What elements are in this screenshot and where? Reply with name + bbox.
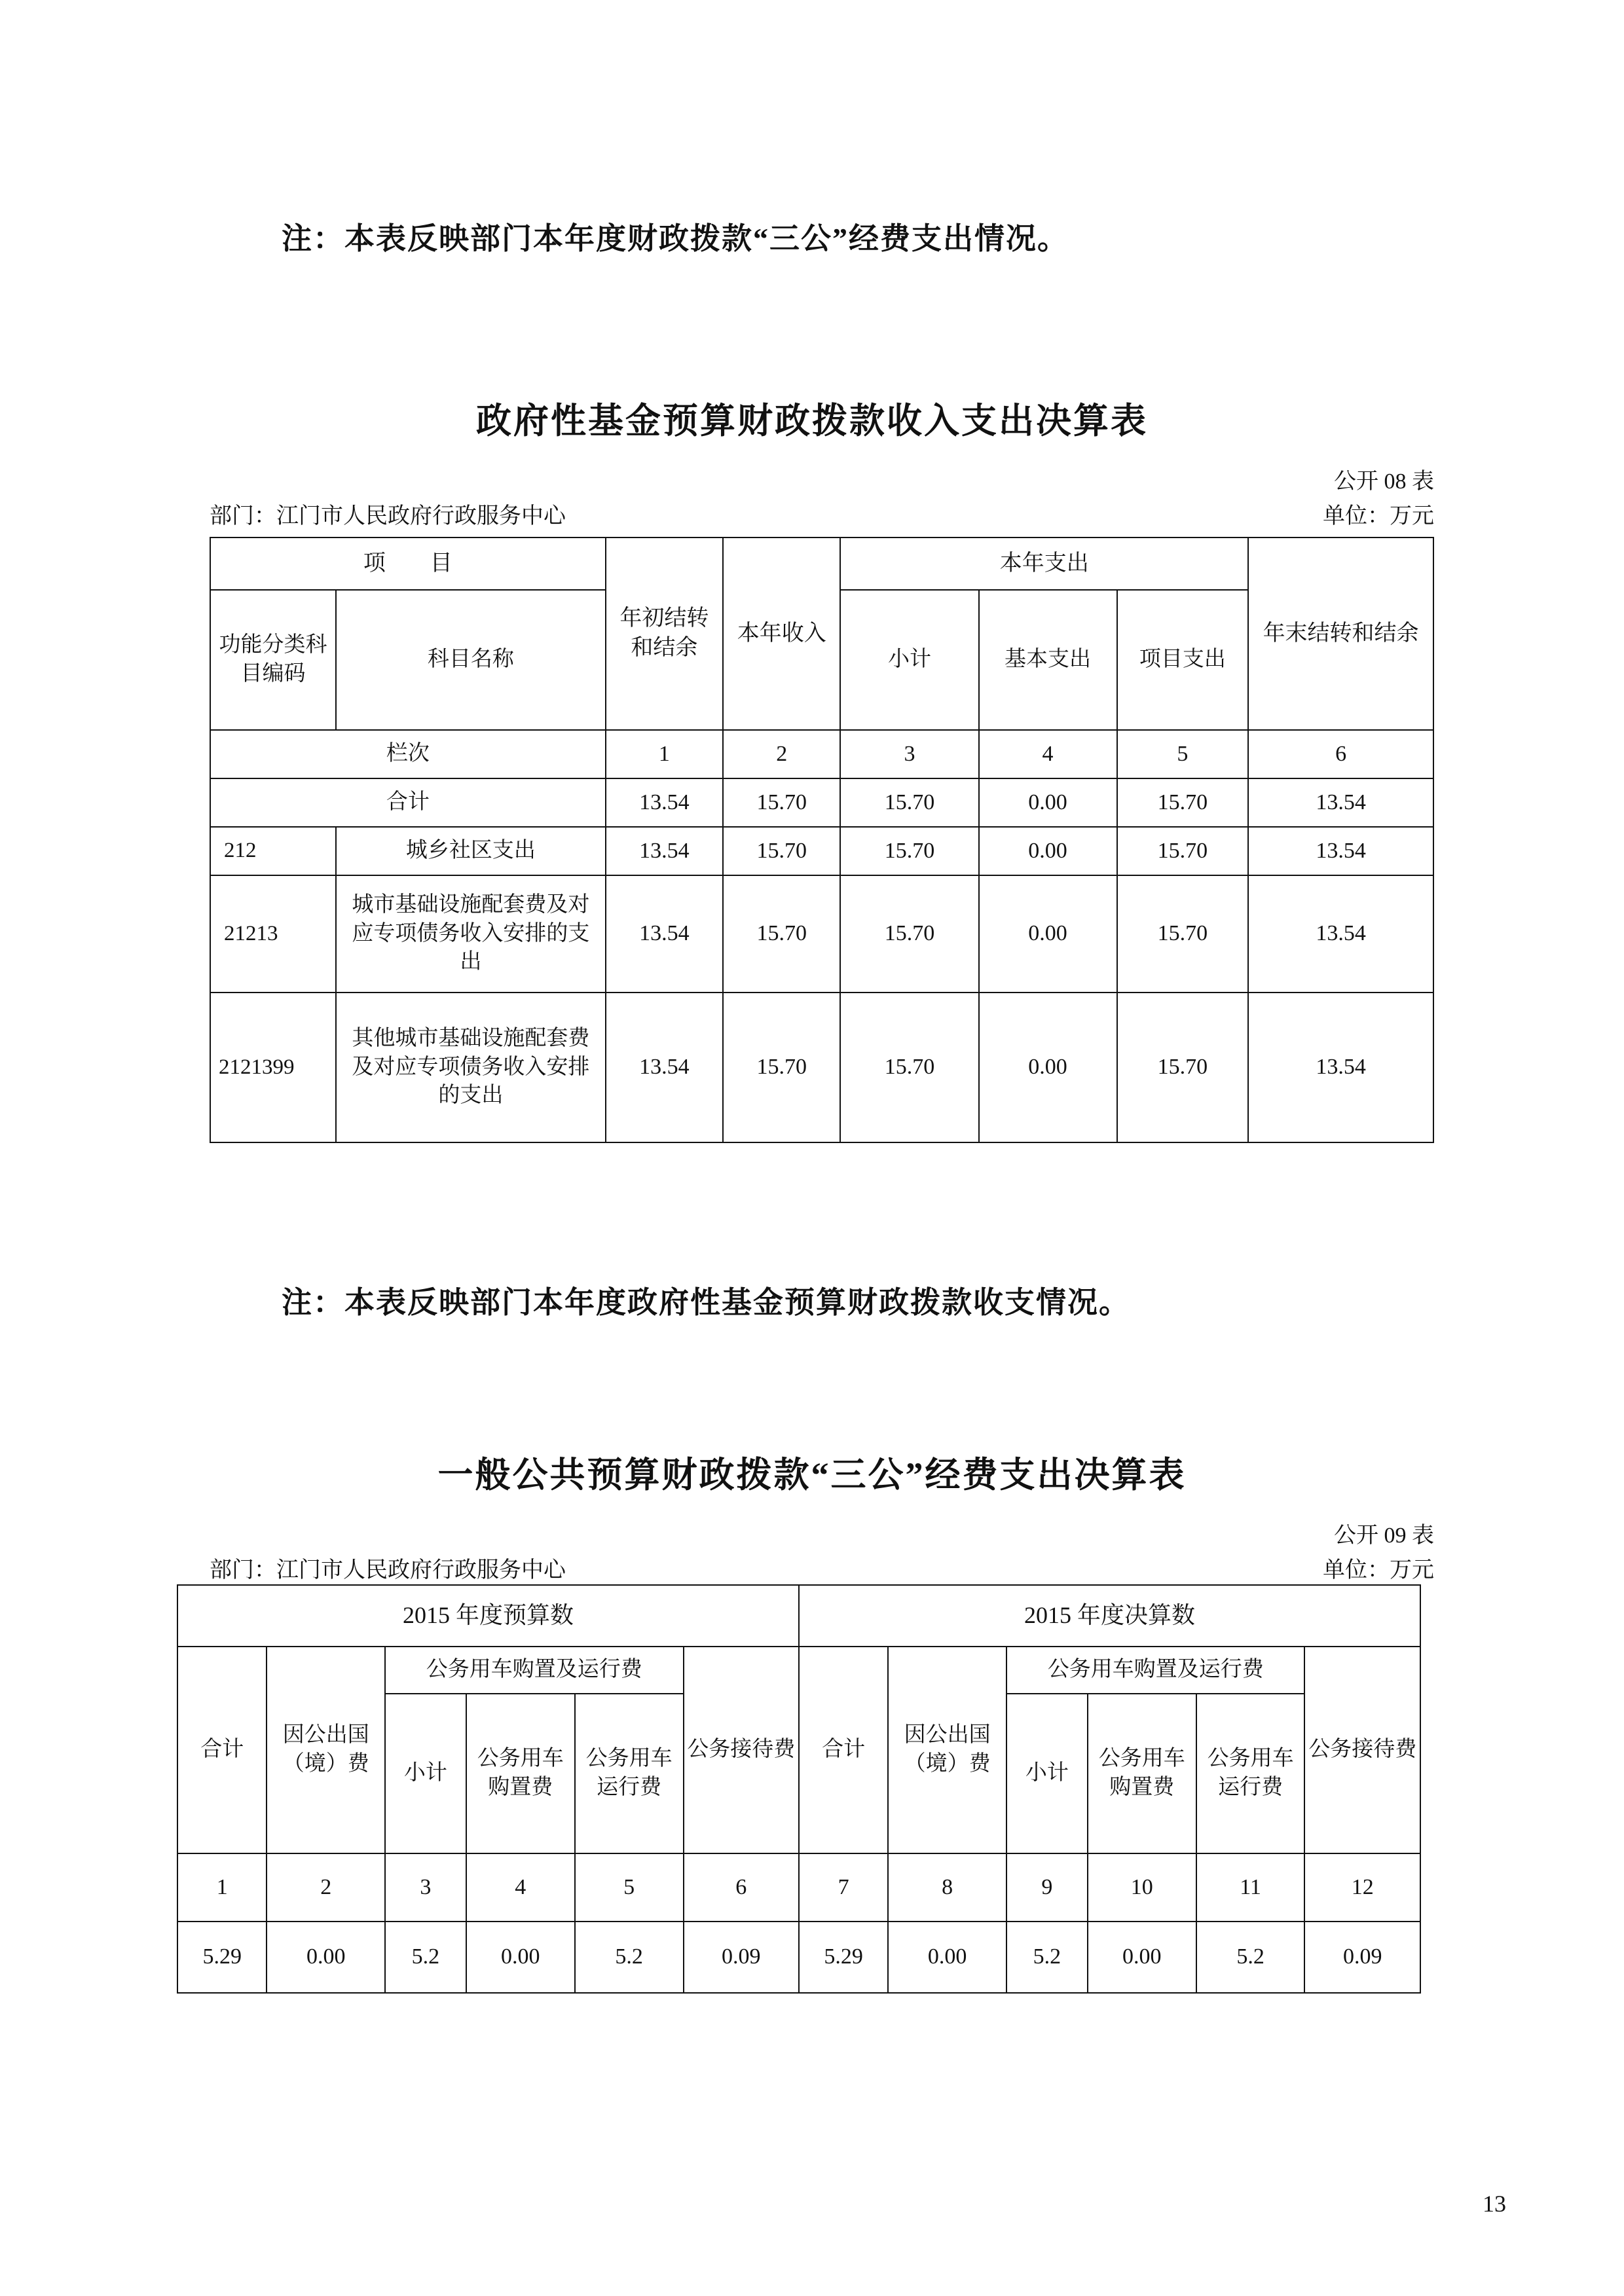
header-reception-final-label: 公务接待费 [1308,1738,1417,1762]
cell-value: 0.00 [1088,1922,1196,1993]
col-number: 10 [1088,1853,1196,1922]
col-number: 2 [723,730,840,778]
header-group-budget: 2015 年度预算数 [177,1585,799,1647]
cell-value: 5.29 [177,1922,267,1993]
cell-value: 0.00 [267,1922,385,1993]
table-row [210,875,1433,993]
note-three-public-top: 注：本表反映部门本年度财政拨款“三公”经费支出情况。 [282,222,1069,255]
three-public-table-title: 一般公共预算财政拨款“三公”经费支出决算表 [437,1455,1187,1495]
table-row [210,778,1433,827]
fund-department: 部门：江门市人民政府行政服务中心 [210,503,566,528]
header-subtotal: 小计 [840,590,978,730]
cell-value: 5.2 [1006,1922,1088,1993]
table-row [177,1853,1420,1922]
fund-table-meta [210,465,1434,534]
header-vehicle-purchase-final [1088,1694,1196,1853]
cell-value: 15.70 [723,875,840,993]
table-row [177,1585,1420,1647]
cell-value: 15.70 [723,993,840,1142]
header-begin-balance-label: 年初结转和结余 [619,606,709,660]
cell-value: 13.54 [1248,778,1433,827]
cell-value: 0.00 [979,827,1117,875]
table-row [177,1647,1420,1694]
cell-value: 15.70 [1117,993,1249,1142]
cell-code: 2121399 [210,993,336,1142]
col-number: 2 [267,1853,385,1922]
header-vehicle-operation-budget-label: 公务用车运行费 [585,1747,673,1799]
header-basic-expense [979,590,1117,730]
col-number: 5 [1117,730,1249,778]
col-number: 3 [840,730,978,778]
col-number: 1 [606,730,723,778]
cell-value: 15.70 [1117,875,1249,993]
note-fund-table: 注：本表反映部门本年度政府性基金预算财政拨款收支情况。 [282,1286,1130,1319]
col-number: 9 [1006,1853,1088,1922]
header-vehicle-operation-final [1196,1694,1305,1853]
header-code [210,590,336,730]
cell-value: 13.54 [606,875,723,993]
header-vehicle-group-final: 公务用车购置及运行费 [1006,1647,1305,1694]
header-reception-budget-label: 公务接待费 [687,1738,796,1762]
cell-value: 5.2 [385,1922,466,1993]
table-row [210,827,1433,875]
row-name-total: 合计 [210,778,606,827]
table-three-public [177,1584,1421,1994]
cell-code: 212 [210,827,336,875]
cell-value: 13.54 [1248,875,1433,993]
header-group-final: 2015 年度决算数 [799,1585,1420,1647]
header-abroad-final [888,1647,1006,1853]
cell-value: 15.70 [723,778,840,827]
header-vehicle-operation-budget [575,1694,684,1853]
header-vehicle-group-budget: 公务用车购置及运行费 [385,1647,684,1694]
fund-form-code: 公开 08 表 [1334,469,1434,494]
cell-value: 0.00 [888,1922,1006,1993]
three-public-unit: 单位：万元 [1323,1558,1434,1582]
cell-value: 0.00 [466,1922,575,1993]
col-number: 12 [1304,1853,1420,1922]
header-begin-balance [606,538,723,730]
header-vehicle-purchase-budget [466,1694,575,1853]
cell-value: 0.00 [979,993,1117,1142]
cell-code: 21213 [210,875,336,993]
header-subtotal-final: 小计 [1006,1694,1088,1853]
cell-value: 5.29 [799,1922,888,1993]
header-total-budget: 合计 [177,1647,267,1853]
header-year-income [723,538,840,730]
cell-value: 5.2 [1196,1922,1305,1993]
header-vehicle-purchase-budget-label: 公务用车购置费 [477,1747,564,1799]
header-code-label: 功能分类科目编码 [219,633,327,685]
three-public-form-code: 公开 09 表 [1334,1523,1434,1548]
cell-value: 15.70 [840,875,978,993]
cell-value: 13.54 [1248,993,1433,1142]
cell-value: 0.09 [1304,1922,1420,1993]
header-year-expense: 本年支出 [840,538,1248,590]
cell-value: 0.09 [684,1922,799,1993]
cell-value: 13.54 [606,993,723,1142]
col-number: 5 [575,1853,684,1922]
fund-table-title: 政府性基金预算财政拨款收入支出决算表 [476,401,1148,441]
header-subtotal-budget: 小计 [385,1694,466,1853]
cell-value: 15.70 [723,827,840,875]
cell-value: 15.70 [840,778,978,827]
col-number: 1 [177,1853,267,1922]
header-basic-expense-label: 基本支出 [1005,647,1092,672]
cell-value: 15.70 [1117,827,1249,875]
cell-subject-name: 城市基础设施配套费及对应专项债务收入安排的支出 [336,875,606,993]
cell-value: 15.70 [1117,778,1249,827]
table-fund-budget [210,537,1434,1143]
header-vehicle-purchase-final-label: 公务用车购置费 [1098,1747,1185,1799]
header-total-final: 合计 [799,1647,888,1853]
three-public-table-wrapper [177,1584,1421,1994]
table-row [210,730,1433,778]
cell-subject-name: 城乡社区支出 [336,827,606,875]
col-number: 7 [799,1853,888,1922]
header-year-income-label: 本年收入 [737,621,826,646]
header-abroad-budget [267,1647,385,1853]
col-number: 3 [385,1853,466,1922]
cell-value: 0.00 [979,875,1117,993]
cell-subject-name: 其他城市基础设施配套费及对应专项债务收入安排的支出 [336,993,606,1142]
col-number: 8 [888,1853,1006,1922]
header-reception-final [1304,1647,1420,1853]
header-end-balance-label: 年末结转和结余 [1263,621,1419,646]
table-row [210,993,1433,1142]
cell-value: 15.70 [840,827,978,875]
row-label-column: 栏次 [210,730,606,778]
col-number: 4 [979,730,1117,778]
header-end-balance [1248,538,1433,730]
col-number: 6 [1248,730,1433,778]
col-number: 11 [1196,1853,1305,1922]
header-project-group: 项 目 [210,538,606,590]
header-project-expense-label: 项目支出 [1139,647,1226,672]
page-number: 13 [1483,2191,1506,2217]
cell-value: 13.54 [606,827,723,875]
header-subject-name: 科目名称 [336,590,606,730]
cell-value: 15.70 [840,993,978,1142]
header-vehicle-operation-final-label: 公务用车运行费 [1207,1747,1294,1799]
three-public-department: 部门：江门市人民政府行政服务中心 [210,1558,566,1582]
header-project-expense [1117,590,1249,730]
header-abroad-final-label: 因公出国（境）费 [904,1723,991,1776]
cell-value: 5.2 [575,1922,684,1993]
cell-value: 13.54 [606,778,723,827]
header-reception-budget [684,1647,799,1853]
col-number: 6 [684,1853,799,1922]
fund-unit: 单位：万元 [1323,503,1434,528]
header-abroad-budget-label: 因公出国（境）费 [282,1723,369,1776]
cell-value: 13.54 [1248,827,1433,875]
col-number: 4 [466,1853,575,1922]
table-row [210,538,1433,590]
table-row [177,1922,1420,1993]
three-public-table-meta [210,1519,1434,1588]
fund-table-wrapper [210,537,1434,1143]
cell-value: 0.00 [979,778,1117,827]
